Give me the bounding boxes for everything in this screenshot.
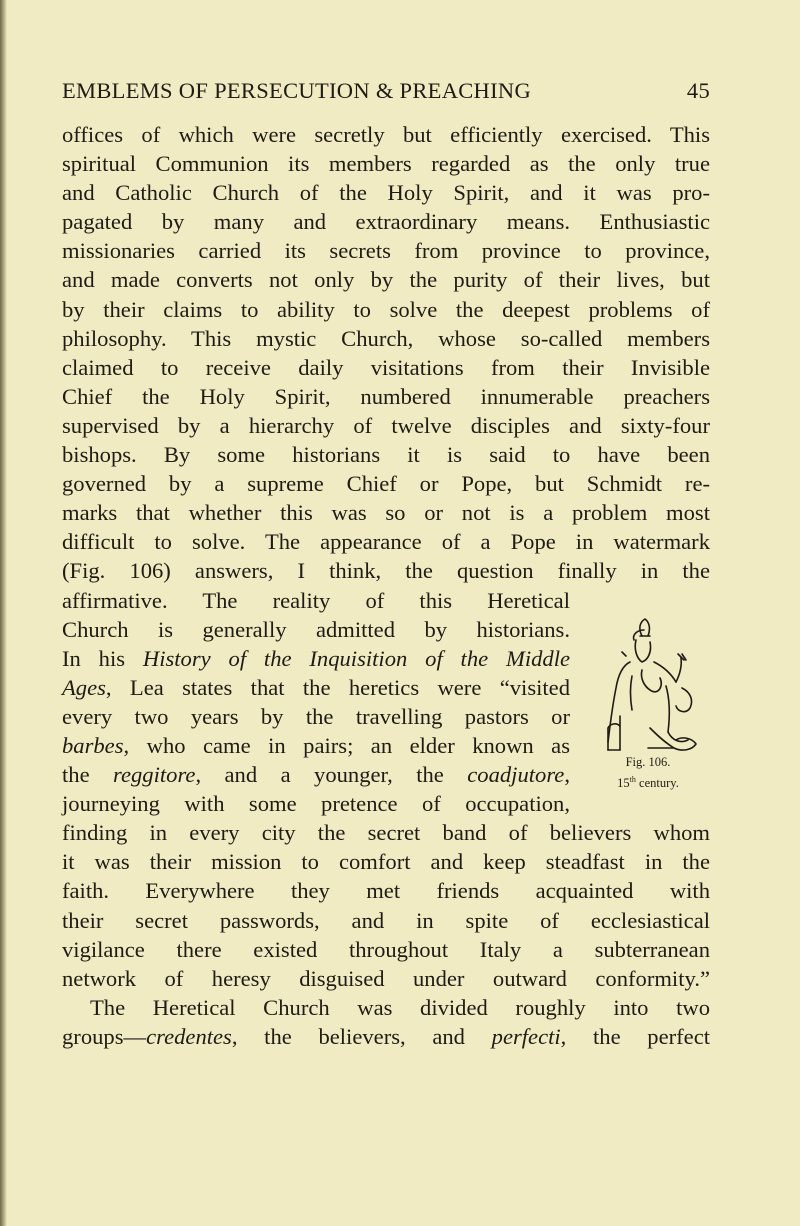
running-header (62, 78, 710, 104)
page-number: 45 (686, 78, 710, 103)
text-line: Ages, Lea states that the heretics were “visited (62, 674, 570, 700)
text-line: philosophy. This mystic Church, whose so-called members (62, 325, 710, 351)
text-line: vigilance there existed throughout Italy a subterranean (62, 936, 710, 962)
text-line: Church is generally admitted by historians. (62, 616, 570, 642)
figure-label: Fig. 106. (625, 755, 671, 769)
text-line: (Fig. 106) answers, I think, the question finally in the (62, 558, 710, 584)
header-title: EMBLEMS OF PERSECUTION & PREACHING (62, 78, 531, 103)
text-line: finding in every city the secret band of believers whom (62, 820, 710, 846)
figure-century: 15th century. (617, 775, 679, 791)
text-line: difficult to solve. The appearance of a Pope in watermark (62, 529, 710, 555)
text-line: and made converts not only by the purity of their lives, but (62, 267, 710, 293)
text-line: journeying with some pretence of occupation, (62, 791, 570, 817)
text-line: barbes, who came in pairs; an elder known as (62, 732, 570, 758)
text-line: marks that whether this was so or not is a problem most (62, 500, 710, 526)
text-line: governed by a supreme Chief or Pope, but Schmidt re- (62, 471, 710, 497)
text-line: the reggitore, and a younger, the coadjutore, (62, 762, 570, 788)
text-line: and Catholic Church of the Holy Spirit, and it was pro- (62, 180, 710, 206)
text-line: affirmative. The reality of this Heretical (62, 587, 570, 613)
figure-caption (578, 754, 718, 792)
text-line: pagated by many and extraordinary means. Enthusiastic (62, 209, 710, 235)
text-line: it was their mission to comfort and keep steadfast in the (62, 849, 710, 875)
text-line: claimed to receive daily visitations from their Invisible (62, 354, 710, 380)
text-line: spiritual Communion its members regarded as the only true (62, 151, 710, 177)
text-line: offices of which were secretly but efficiently exercised. This (62, 122, 710, 147)
text-line: their secret passwords, and in spite of ecclesiastical (62, 907, 710, 933)
pope-watermark-illustration (578, 616, 718, 752)
text-line: supervised by a hierarchy of twelve disciples and sixty-four (62, 412, 710, 438)
watermark-figure (578, 616, 718, 791)
text-line: The Heretical Church was divided roughly into two (90, 994, 710, 1020)
page-binding-edge (0, 0, 7, 1226)
text-line: every two years by the travelling pastors or (62, 703, 570, 729)
body-text (62, 120, 710, 1051)
text-line: network of heresy disguised under outward conformity.” (62, 965, 710, 991)
text-line: Chief the Holy Spirit, numbered innumerable preachers (62, 383, 710, 409)
text-line-italic-title: In his History of the Inquisition of the Middle (62, 645, 571, 671)
text-line: missionaries carried its secrets from province to province, (62, 238, 710, 264)
text-line: by their claims to ability to solve the deepest problems of (62, 296, 710, 322)
text-line: groups—credentes, the believers, and perfecti, the perfect (62, 1023, 710, 1049)
text-line: bishops. By some historians it is said to have been (62, 442, 710, 468)
text-line: faith. Everywhere they met friends acquainted with (62, 878, 710, 904)
